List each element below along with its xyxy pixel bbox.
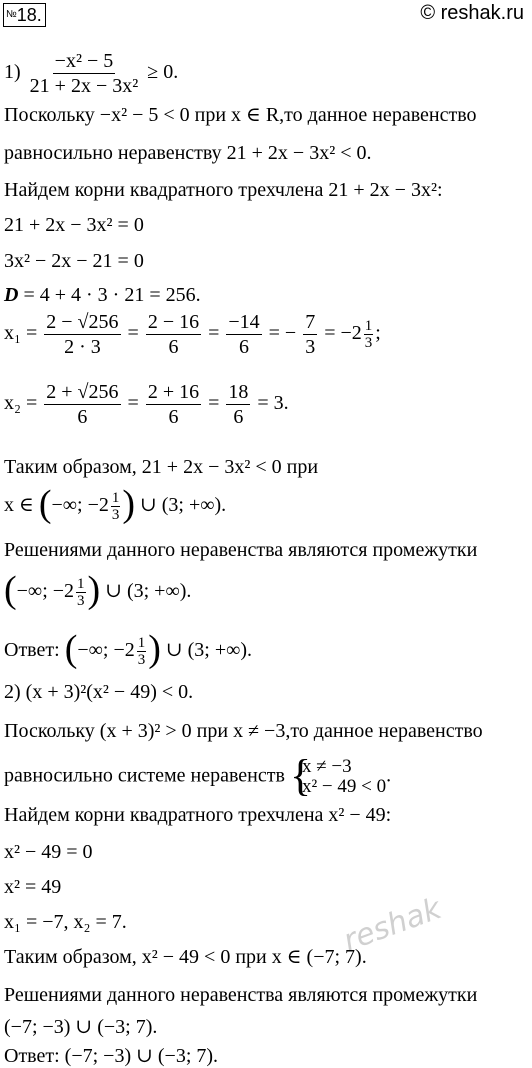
- p2-answer: Ответ: (−7; −3) ∪ (−3; 7).: [4, 1045, 219, 1067]
- p1-fraction: $\frac{\text{−x² − 5}}{\text{21 + 2x − 3x²}}$: [29, 50, 139, 97]
- svg-text:reshak: reshak: [338, 891, 446, 959]
- p2-line-5: x² − 49 = 0: [4, 841, 93, 863]
- p2-line-3: равносильно системе неравенств { x ≠ −3 x² − 49 < 0 .: [4, 751, 392, 800]
- p1-line-12: Решениями данного неравенства являются промежутки: [4, 539, 478, 561]
- p1-line-2: Поскольку −x² − 5 < 0 при x ∈ R,то данное неравенство: [4, 104, 477, 126]
- p2-line-9: Решениями данного неравенства являются промежутки: [4, 984, 478, 1006]
- p1-answer: Ответ: (−∞; −2 $\frac{1}{3}$ ) ∪ (3; +∞).: [4, 628, 253, 671]
- p2-inequality: 2) (x + 3)²(x² − 49) < 0.: [4, 681, 194, 703]
- p2-line-10: (−7; −3) ∪ (−3; 7).: [4, 1016, 158, 1038]
- p2-line-4: Найдем корни квадратного трехчлена x² − 49:: [4, 804, 392, 826]
- p1-root-x2: x₂ = $\frac{2 + √256}{6}$ = $\frac{2 + 16}{6}$ = $\frac{18}{6}$ = 3.: [4, 381, 289, 428]
- problem-number-badge: №18.: [3, 3, 46, 27]
- p2-line-7: x₁ = −7, x₂ = 7.: [4, 911, 127, 933]
- p1-discriminant: D = 4 + 4 · 3 · 21 = 256.: [4, 284, 201, 306]
- p2-system: { x ≠ −3 x² − 49 < 0: [289, 751, 387, 800]
- p1-interval: x ∈ (−∞; −2 $\frac{1}{3}$ ) ∪ (3; +∞).: [4, 483, 227, 526]
- p1-line-5: 21 + 2x − 3x² = 0: [4, 214, 144, 236]
- p1-root-x1: x₁ = $\frac{2 - √256}{2 \cdot 3}$ = $\frac{2 - 16}{6}$ = $\frac{-14}{6}$ = − $\frac{7}{3}$ = −2 $\frac{1}{3}$ ;: [4, 311, 381, 358]
- p2-line-2: Поскольку (x + 3)² > 0 при x ≠ −3,то данное неравенство: [4, 720, 483, 742]
- p1-line-10: Таким образом, 21 + 2x − 3x² < 0 при: [4, 456, 319, 478]
- p1-line-6: 3x² − 2x − 21 = 0: [4, 250, 144, 272]
- p2-line-8: Таким образом, x² − 49 < 0 при x ∈ (−7; 7).: [4, 946, 367, 968]
- p2-line-6: x² = 49: [4, 876, 62, 898]
- p1-line-3: равносильно неравенству 21 + 2x − 3x² < 0.: [4, 142, 372, 164]
- p1-line-4: Найдем корни квадратного трехчлена 21 + 2x − 3x²:: [4, 179, 443, 201]
- p1-inequality: 1) $\frac{\text{−x² − 5}}{\text{21 + 2x − 3x²}}$ ≥ 0.: [4, 50, 179, 97]
- site-watermark-text: © reshak.ru: [420, 2, 524, 24]
- reshak-watermark-logo: [330, 880, 450, 960]
- p1-interval-2: (−∞; −2 $\frac{1}{3}$ ) ∪ (3; +∞).: [4, 569, 192, 612]
